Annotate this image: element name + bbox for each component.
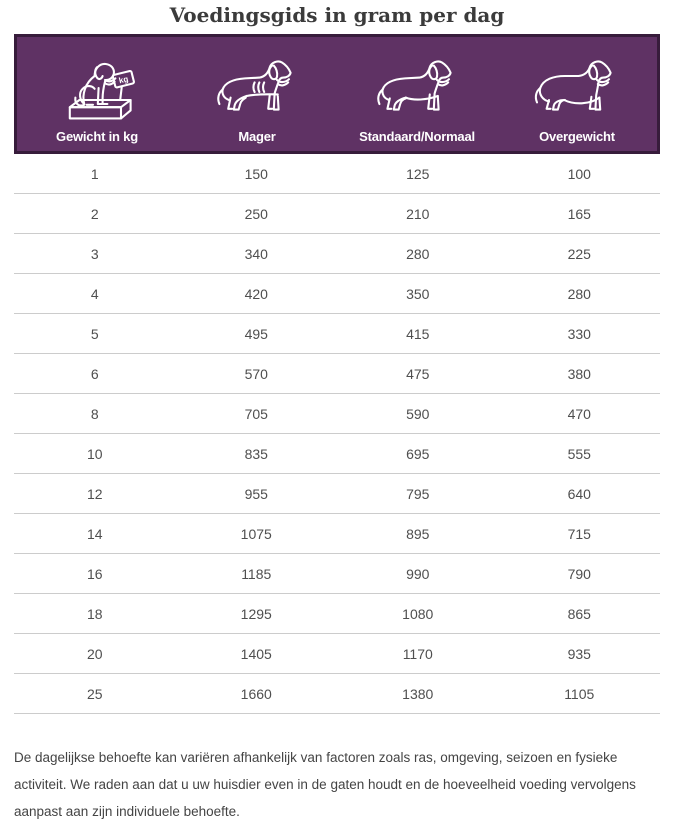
table-cell: 835 (176, 434, 338, 474)
header-col-thin (177, 37, 337, 151)
table-row (14, 514, 660, 554)
dog-on-scale-icon (42, 56, 152, 128)
table-row (14, 354, 660, 394)
table-cell: 1 (14, 154, 176, 194)
table-cell: 1295 (176, 594, 338, 634)
table-cell: 990 (337, 554, 499, 594)
table-cell: 25 (14, 674, 176, 714)
table-cell: 280 (337, 234, 499, 274)
table-cell: 640 (499, 474, 661, 514)
table-cell: 1105 (499, 674, 661, 714)
table-cell: 475 (337, 354, 499, 394)
table-cell: 415 (337, 314, 499, 354)
table-cell: 495 (176, 314, 338, 354)
table-row (14, 314, 660, 354)
table-cell: 150 (176, 154, 338, 194)
table-cell: 20 (14, 634, 176, 674)
table-row (14, 154, 660, 194)
table-row (14, 554, 660, 594)
overweight-dog-icon (522, 56, 632, 128)
table-row (14, 194, 660, 234)
table-cell: 4 (14, 274, 176, 314)
table-cell: 165 (499, 194, 661, 234)
table-cell: 705 (176, 394, 338, 434)
header-col-normal (337, 37, 497, 151)
table-row (14, 674, 660, 714)
header-label-overweight: Overgewicht (539, 129, 615, 144)
table-cell: 590 (337, 394, 499, 434)
header-label-normal: Standaard/Normaal (359, 129, 475, 144)
table-cell: 5 (14, 314, 176, 354)
header-col-overweight (497, 37, 657, 151)
table-cell: 8 (14, 394, 176, 434)
table-cell: 100 (499, 154, 661, 194)
table-cell: 955 (176, 474, 338, 514)
table-cell: 12 (14, 474, 176, 514)
feeding-table (14, 154, 660, 714)
footer-note: De dagelijkse behoefte kan variëren afhankelijk van factoren zoals ras, omgeving, seizoen en fysieke activiteit. We raden aan dat u uw huisdier even in de gaten houdt en de hoeveelheid voeding vervolgens aanpast aan zijn individuele behoefte. (14, 750, 636, 819)
table-cell: 380 (499, 354, 661, 394)
table-cell: 470 (499, 394, 661, 434)
table-row (14, 434, 660, 474)
table-header (14, 34, 660, 154)
table-cell: 250 (176, 194, 338, 234)
table-cell: 1080 (337, 594, 499, 634)
table-cell: 935 (499, 634, 661, 674)
table-cell: 555 (499, 434, 661, 474)
table-cell: 16 (14, 554, 176, 594)
table-cell: 2 (14, 194, 176, 234)
table-cell: 3 (14, 234, 176, 274)
table-row (14, 594, 660, 634)
normal-dog-icon (362, 56, 472, 128)
table-cell: 795 (337, 474, 499, 514)
table-cell: 350 (337, 274, 499, 314)
table-cell: 1405 (176, 634, 338, 674)
table-cell: 715 (499, 514, 661, 554)
thin-dog-icon (202, 56, 312, 128)
table-cell: 18 (14, 594, 176, 634)
table-cell: 225 (499, 234, 661, 274)
scale-sign-label: kg (117, 74, 130, 86)
table-row (14, 274, 660, 314)
table-cell: 1075 (176, 514, 338, 554)
table-cell: 330 (499, 314, 661, 354)
table-cell: 280 (499, 274, 661, 314)
table-cell: 1380 (337, 674, 499, 714)
header-label-weight: Gewicht in kg (56, 129, 138, 144)
table-cell: 1185 (176, 554, 338, 594)
table-cell: 340 (176, 234, 338, 274)
table-cell: 1170 (337, 634, 499, 674)
table-cell: 695 (337, 434, 499, 474)
table-cell: 1660 (176, 674, 338, 714)
table-cell: 210 (337, 194, 499, 234)
table-cell: 865 (499, 594, 661, 634)
table-cell: 895 (337, 514, 499, 554)
table-cell: 420 (176, 274, 338, 314)
table-row (14, 234, 660, 274)
table-cell: 570 (176, 354, 338, 394)
table-cell: 6 (14, 354, 176, 394)
feeding-table-body (14, 154, 660, 714)
header-label-thin: Mager (238, 129, 276, 144)
header-col-weight (17, 37, 177, 151)
table-row (14, 634, 660, 674)
table-cell: 125 (337, 154, 499, 194)
table-cell: 10 (14, 434, 176, 474)
table-cell: 14 (14, 514, 176, 554)
table-row (14, 394, 660, 434)
table-row (14, 474, 660, 514)
table-cell: 790 (499, 554, 661, 594)
page-title: Voedingsgids in gram per dag (169, 3, 505, 27)
